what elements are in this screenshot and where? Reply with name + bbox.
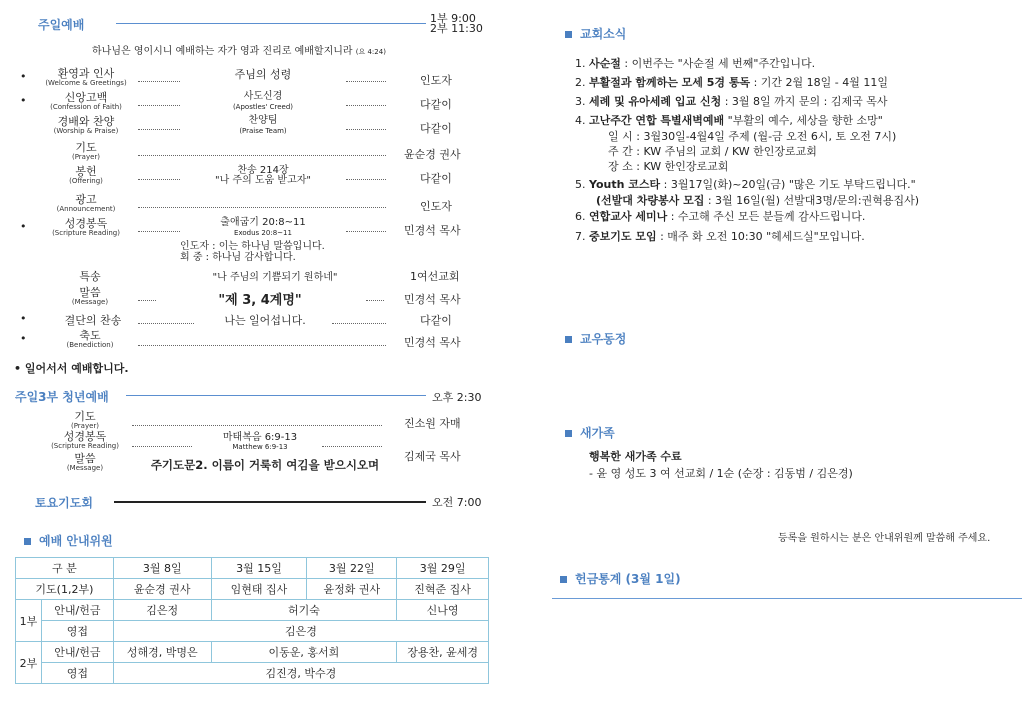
- message-dots-right: [366, 300, 384, 301]
- worship-item-leader: 다같이: [420, 98, 452, 111]
- news-item-5: 5. Youth 코스타 : 3월17일(화)~20일(금) "많은 기도 부탁드립니다.": [575, 178, 916, 191]
- table-cell: 김은정: [113, 600, 211, 621]
- verse-ref: (요 4:24): [355, 48, 386, 56]
- newfamily-title: 새가족: [565, 424, 615, 441]
- table-cell: 신나영: [397, 600, 489, 621]
- table-cell: 2부: [16, 642, 42, 684]
- youth-title: 주일3부 청년예배: [15, 390, 109, 404]
- leader-dots: [138, 129, 180, 130]
- row-bullet: •: [20, 94, 27, 107]
- offering-rule: [552, 598, 1022, 599]
- leader-dots: [138, 207, 386, 208]
- table-cell: 성해경, 박명은: [113, 642, 211, 663]
- youth-scripture-dots-right: [322, 446, 382, 447]
- table-header-cell: 3월 15일: [211, 558, 307, 579]
- worship-item-label: 기도 (Prayer): [71, 141, 101, 161]
- worship-verse: [92, 42, 386, 57]
- square-bullet-icon: [565, 430, 572, 437]
- square-bullet-icon: [24, 538, 31, 545]
- benediction-by: 민경석 목사: [404, 336, 461, 349]
- worship-item-leader: 인도자: [420, 200, 452, 213]
- youth-title-rule: [126, 395, 426, 396]
- worship-item-leader: 민경석 목사: [404, 224, 461, 237]
- leader-dots: [346, 81, 386, 82]
- worship-item-label: 봉헌 (Offering): [69, 165, 103, 185]
- table-cell: 김은경: [113, 621, 488, 642]
- news-item-4-host: 주 간 : KW 주님의 교회 / KW 한인장로교회: [608, 145, 817, 158]
- table-cell: 안내/헌금: [41, 600, 113, 621]
- decision-dots-right: [332, 323, 386, 324]
- decision-by: 다같이: [420, 314, 452, 327]
- youth-prayer-label: 기도 (Prayer): [70, 410, 100, 430]
- benediction-label: 축도 (Benediction): [66, 329, 114, 349]
- news-item-3: 3. 세례 및 유아세례 입교 신청 : 3월 8일 까지 문의 : 김제국 목사: [575, 95, 888, 108]
- table-row: [16, 579, 489, 600]
- leader-dots: [138, 231, 180, 232]
- special-song-label: 특송: [79, 270, 101, 283]
- special-song-title: "나 주님의 기쁨되기 원하네": [212, 272, 338, 283]
- table-row: [16, 663, 489, 684]
- worship-item-detail: 출애굽기 20:8~11 Exodus 20:8~11: [220, 217, 306, 237]
- worship-item-leader: 다같이: [420, 172, 452, 185]
- table-cell: 장용찬, 윤세경: [397, 642, 489, 663]
- worship-time-1: 1부 9:00: [430, 12, 476, 25]
- youth-scripture-dots-left: [132, 446, 192, 447]
- table-cell: 영접: [41, 621, 113, 642]
- response-congregation: 회 중 : 하나님 감사합니다.: [180, 252, 296, 263]
- worship-item-label: 경배와 찬양 (Worship & Praise): [53, 115, 119, 135]
- news-item-6: 6. 연합교사 세미나 : 수고해 주신 모든 분들께 감사드립니다.: [575, 210, 866, 223]
- worship-time-2: 2부 11:30: [430, 22, 483, 35]
- table-cell: 윤정화 권사: [307, 579, 397, 600]
- news-item-2: 2. 부활절과 함께하는 모세 5경 통독 : 기간 2월 18일 - 4월 11일: [575, 76, 889, 89]
- square-bullet-icon: [565, 31, 572, 38]
- worship-item-label: 성경봉독 (Scripture Reading): [52, 217, 120, 237]
- table-header-cell: 구 분: [16, 558, 114, 579]
- youth-time: 오후 2:30: [432, 391, 482, 404]
- worship-item-detail: 찬양팀 (Praise Team): [239, 115, 287, 135]
- youth-scripture-label: 성경봉독 (Scripture Reading): [51, 430, 119, 450]
- benediction-dots: [138, 345, 386, 346]
- worship-title-rule: [116, 23, 426, 24]
- row-bullet: •: [20, 220, 27, 233]
- table-cell: 진혁준 집사: [397, 579, 489, 600]
- worship-item-label: 환영과 인사 (Welcome & Greetings): [45, 67, 127, 87]
- table-cell: 안내/헌금: [41, 642, 113, 663]
- worship-item-detail: 사도신경 (Apostles' Creed): [232, 91, 294, 111]
- ushers-title: 예배 안내위원: [24, 532, 113, 549]
- square-bullet-icon: [560, 576, 567, 583]
- table-cell: 허기숙: [211, 600, 397, 621]
- worship-item-leader: 다같이: [420, 122, 452, 135]
- leader-dots: [138, 155, 386, 156]
- row-bullet: •: [20, 70, 27, 83]
- saturday-time: 오전 7:00: [432, 496, 482, 509]
- worship-item-detail: 찬송 214장 "나 주의 도움 받고자": [214, 165, 311, 186]
- table-header-cell: 3월 29일: [397, 558, 489, 579]
- table-cell: 영접: [41, 663, 113, 684]
- worship-item-leader: 윤순경 권사: [404, 148, 461, 161]
- decision-label: 결단의 찬송: [64, 314, 122, 327]
- youth-prayer-by: 진소원 자매: [404, 417, 461, 430]
- worship-item-label: 광고 (Announcement): [56, 193, 116, 213]
- leader-dots: [346, 105, 386, 106]
- response-leader: 인도자 : 이는 하나님 말씀입니다.: [180, 241, 325, 252]
- leader-dots: [138, 81, 180, 82]
- decision-hymn: 나는 일어섭니다.: [224, 314, 306, 327]
- square-bullet-icon: [565, 336, 572, 343]
- benediction-bullet: •: [20, 332, 27, 345]
- worship-item-detail: 주님의 성령: [234, 68, 292, 81]
- leader-dots: [346, 179, 386, 180]
- leader-dots: [138, 105, 180, 106]
- ushers-table: [15, 557, 489, 684]
- message-title: "제 3, 4계명": [218, 293, 302, 308]
- news-item-4: 4. 고난주간 연합 특별새벽예배 "부활의 예수, 세상을 향한 소망": [575, 114, 883, 127]
- table-cell: 1부: [16, 600, 42, 642]
- news-item-4-place: 장 소 : KW 한인장로교회: [608, 160, 729, 173]
- members-title: 교우동정: [565, 330, 626, 347]
- decision-bullet: •: [20, 312, 27, 325]
- stand-note: • 일어서서 예배합니다.: [14, 362, 129, 375]
- table-cell: 윤순경 권사: [113, 579, 211, 600]
- saturday-title: 토요기도회: [35, 496, 93, 510]
- table-header-cell: 3월 22일: [307, 558, 397, 579]
- register-note: 등록을 원하시는 분은 안내위원께 말씀해 주세요.: [778, 533, 991, 544]
- decision-dots-left: [138, 323, 194, 324]
- youth-prayer-dots: [132, 425, 382, 426]
- message-dots-left: [138, 300, 156, 301]
- news-item-7: 7. 중보기도 모임 : 매주 화 오전 10:30 "헤세드실"모입니다.: [575, 230, 865, 243]
- worship-item-leader: 인도자: [420, 74, 452, 87]
- youth-message-label: 말씀 (Message): [66, 452, 104, 472]
- youth-message-title: 주기도문2. 이름이 거룩히 여김을 받으시오며: [150, 458, 380, 472]
- news-item-1: 1. 사순절 : 이번주는 "사순절 세 번째"주간입니다.: [575, 57, 816, 70]
- message-label: 말씀 (Message): [71, 286, 109, 306]
- table-row: [16, 621, 489, 642]
- table-row: [16, 642, 489, 663]
- table-cell: 김진경, 박수경: [113, 663, 488, 684]
- table-cell: 임현태 집사: [211, 579, 307, 600]
- table-row: [16, 558, 489, 579]
- leader-dots: [138, 179, 180, 180]
- verse-text: 하나님은 영이시니 예배하는 자가 영과 진리로 예배할지니라: [92, 46, 353, 57]
- youth-scripture-ref: 마태복음 6:9-13 Matthew 6:9-13: [222, 432, 298, 451]
- leader-dots: [346, 231, 386, 232]
- message-preacher: 민경석 목사: [404, 293, 461, 306]
- worship-title: 주일예배: [38, 18, 85, 32]
- table-header-cell: 3월 8일: [113, 558, 211, 579]
- special-song-performer: 1여선교회: [410, 270, 460, 283]
- table-cell: 기도(1,2부): [16, 579, 114, 600]
- newfamily-subtitle: 행복한 새가족 수료: [589, 450, 682, 463]
- youth-message-preacher: 김제국 목사: [404, 450, 461, 463]
- worship-item-label: 신앙고백 (Confession of Faith): [50, 91, 122, 111]
- newfamily-line: - 윤 영 성도 3 여 선교회 / 1순 (순장 : 김동범 / 김은경): [589, 467, 853, 480]
- news-item-5-sub: (선발대 차량봉사 모집 : 3월 16일(월) 선발대3명/문의:권혁용집사): [596, 194, 920, 207]
- table-row: [16, 600, 489, 621]
- table-cell: 이동운, 홍서희: [211, 642, 397, 663]
- leader-dots: [346, 129, 386, 130]
- news-title: 교회소식: [565, 25, 626, 42]
- news-item-4-date: 일 시 : 3월30일-4월4일 주제 (월-금 오전 6시, 토 오전 7시): [608, 130, 897, 143]
- saturday-title-rule: [114, 501, 426, 503]
- offering-title: 헌금통계 (3월 1일): [560, 570, 681, 587]
